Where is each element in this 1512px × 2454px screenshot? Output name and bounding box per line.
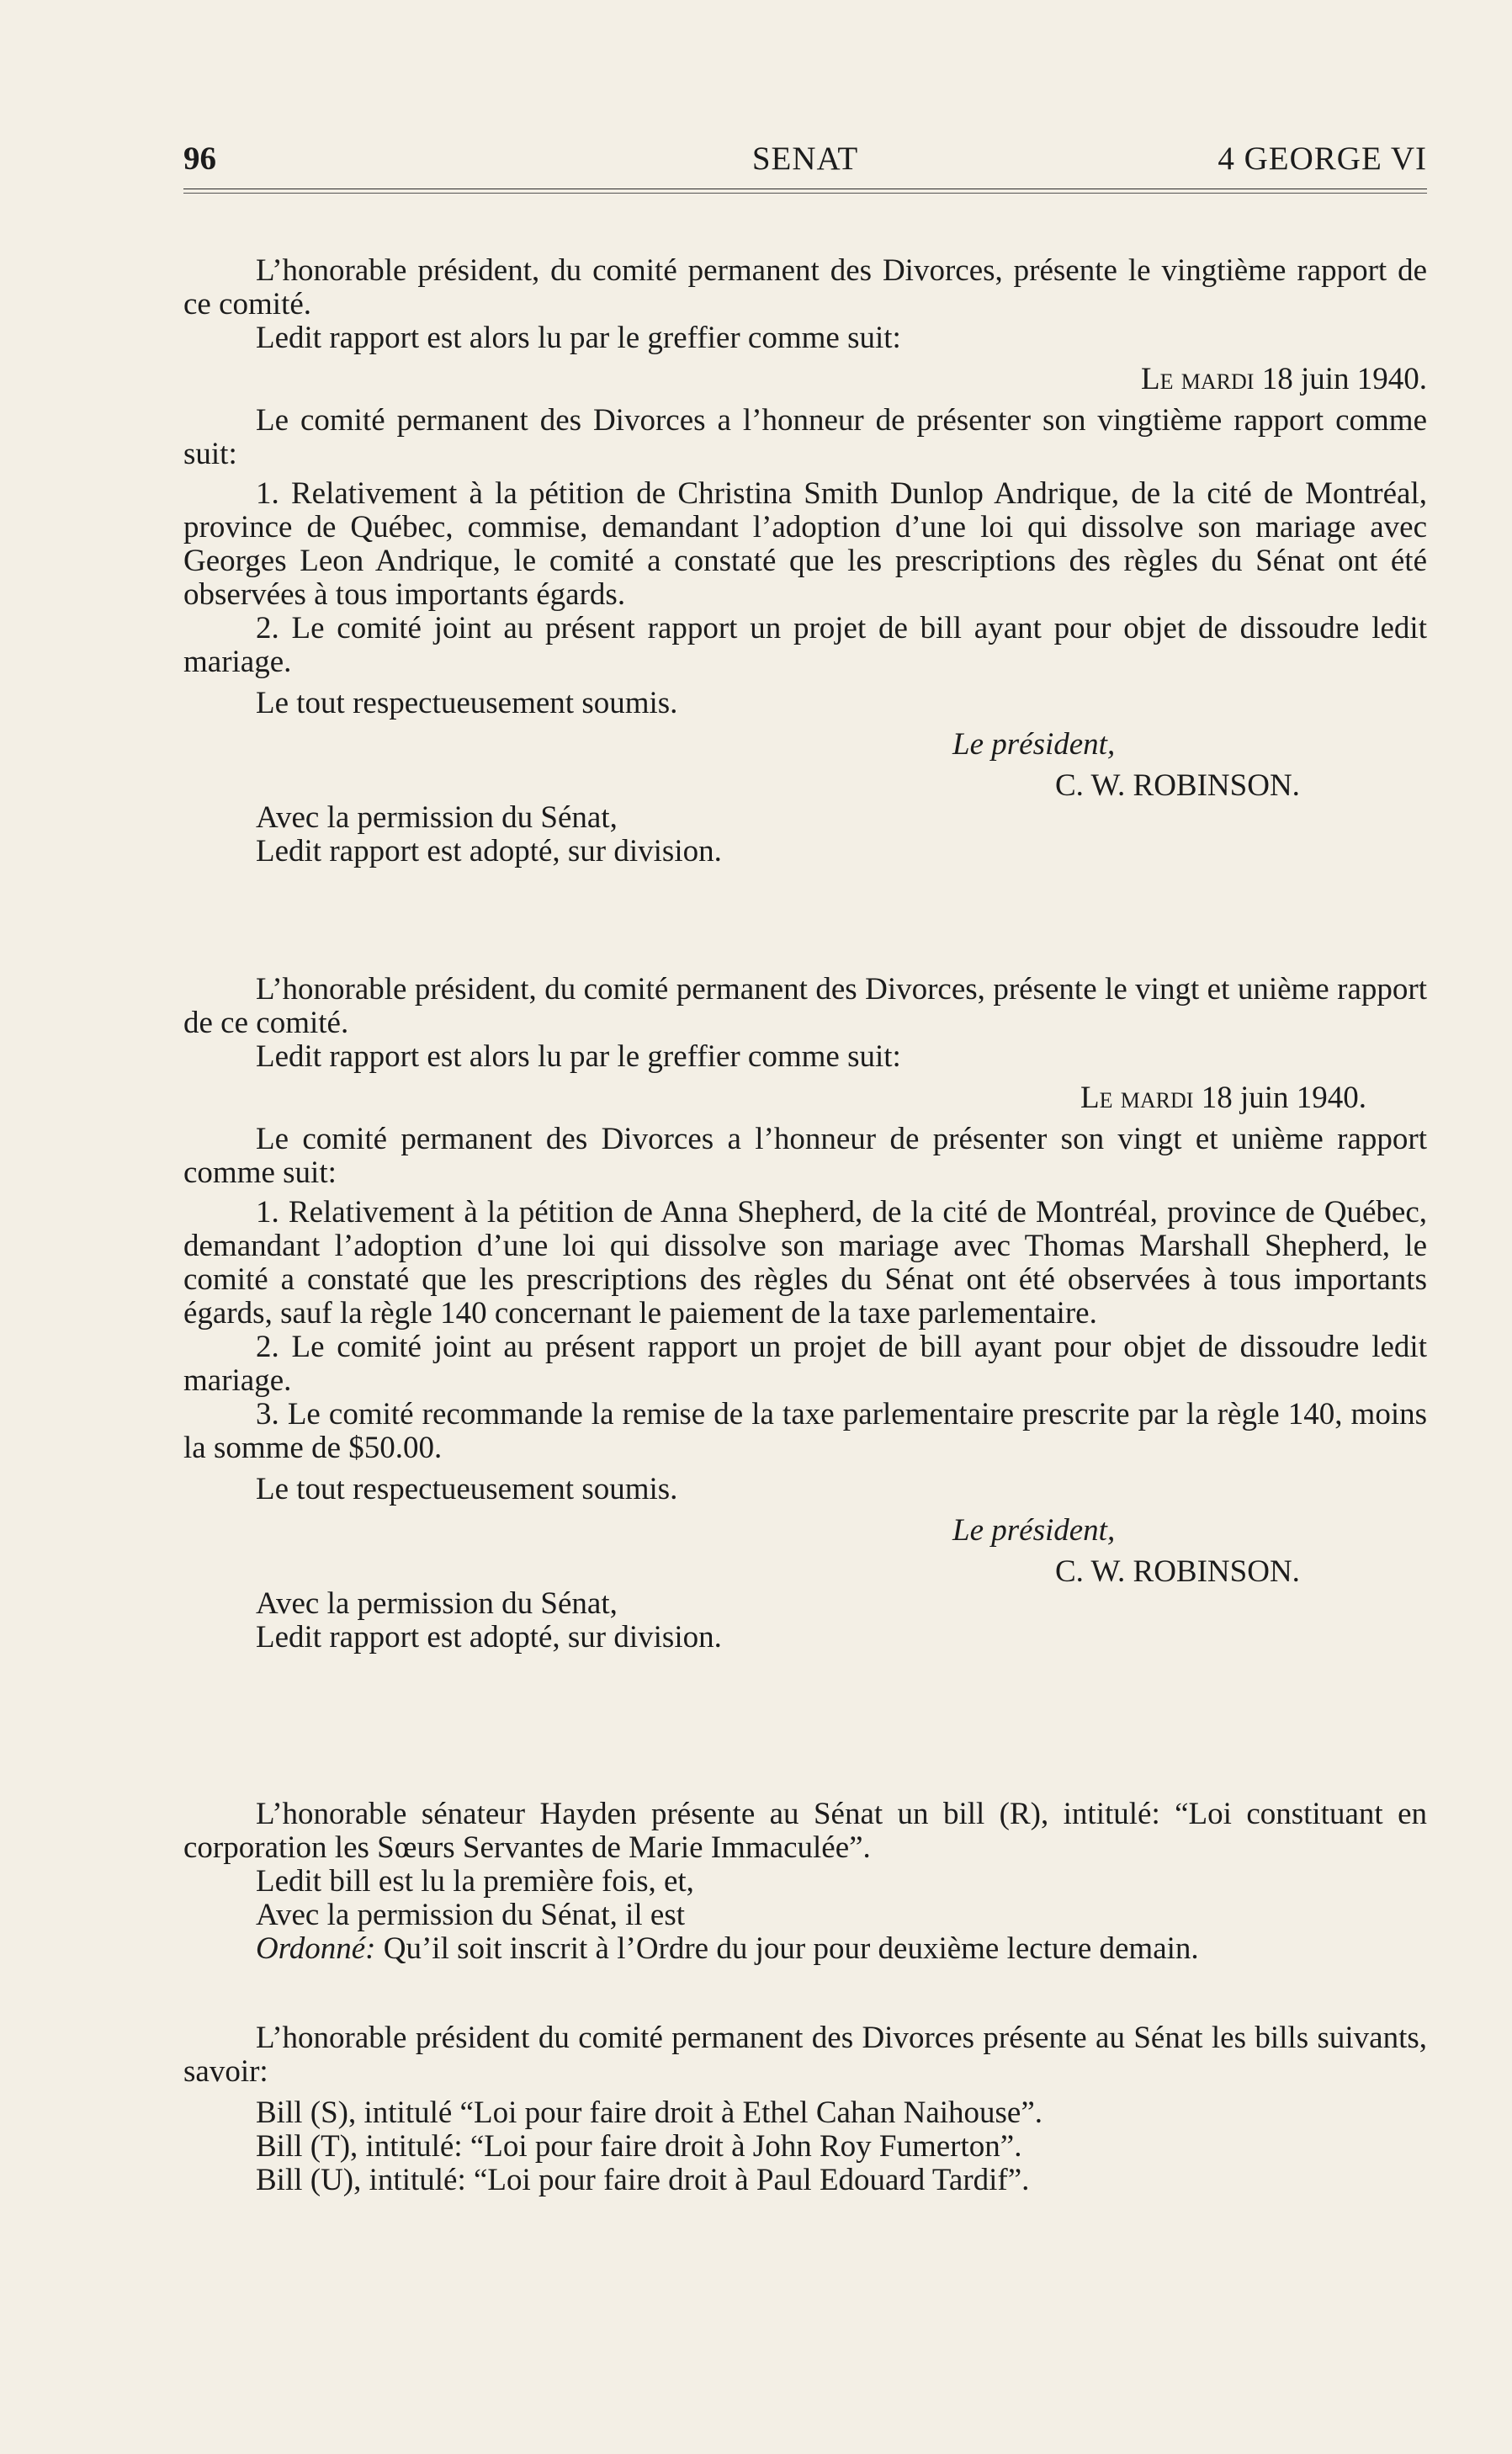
date-rest: 18 juin 1940.: [1254, 362, 1427, 396]
report-adopted: Ledit rapport est adopté, sur division.: [256, 834, 722, 868]
paragraph-read: Ledit rapport est alors lu par le greffier comme suit:: [256, 1039, 901, 1074]
report-item-2: 2. Le comité joint au présent rapport un projet de bill ayant pour objet de dissoudre ledit mariage.: [183, 1330, 1427, 1398]
date-day: Le mardi: [1080, 1081, 1194, 1115]
report-intro: Le comité permanent des Divorces a l’honneur de présenter son vingtième rapport comme suit:: [183, 403, 1427, 471]
leave-of-senate: Avec la permission du Sénat,: [256, 1586, 618, 1621]
leave-of-senate: Avec la permission du Sénat, il est: [256, 1898, 686, 1932]
report-date: [183, 363, 1427, 396]
twentieth-report-block: [183, 254, 1427, 868]
paragraph-intro: L’honorable président, du comité permanent des Divorces, présente le vingtième rapport de ce comité.: [183, 253, 1427, 321]
report-adopted: Ledit rapport est adopté, sur division.: [256, 1620, 722, 1655]
leave-of-senate: Avec la permission du Sénat,: [256, 800, 618, 835]
paragraph-intro: L’honorable président, du comité permanent des Divorces, présente le vingt et unième rapport de ce comité.: [183, 972, 1427, 1040]
report-closing: Le tout respectueusement soumis.: [256, 686, 678, 720]
first-reading: Ledit bill est lu la première fois, et,: [256, 1864, 694, 1899]
signature-title: Le président,: [952, 1513, 1116, 1548]
header-section: SENAT: [751, 141, 859, 177]
twenty-first-report-block: [183, 973, 1427, 1655]
bill-item: Bill (S), intitulé “Loi pour faire droit à Ethel Cahan Naihouse”.: [256, 2095, 1043, 2130]
date-rest: 18 juin 1940.: [1193, 1081, 1366, 1115]
ordered-line: [183, 1932, 1427, 1966]
ordered-text: Qu’il soit inscrit à l’Ordre du jour pour deuxième lecture demain.: [375, 1931, 1199, 1966]
divorce-bills-block: [183, 2021, 1427, 2197]
report-intro: Le comité permanent des Divorces a l’honneur de présenter son vingt et unième rapport comme suit:: [183, 1122, 1427, 1190]
report-item-2: 2. Le comité joint au présent rapport un projet de bill ayant pour objet de dissoudre ledit mariage.: [183, 611, 1427, 679]
signature-name: C. W. ROBINSON.: [1055, 1554, 1300, 1589]
header-regnal-year: 4 GEORGE VI: [1218, 141, 1427, 177]
bill-r-intro: L’honorable sénateur Hayden présente au Sénat un bill (R), intitulé: “Loi constituant en corporation les Sœurs Servantes de Marie Immaculée”.: [183, 1797, 1427, 1865]
report-item-3: 3. Le comité recommande la remise de la taxe parlementaire prescrite par la règle 140, moins la somme de $50.00.: [183, 1397, 1427, 1465]
bill-item: Bill (U), intitulé: “Loi pour faire droit à Paul Edouard Tardif”.: [256, 2163, 1030, 2197]
bill-item: Bill (T), intitulé: “Loi pour faire droit à John Roy Fumerton”.: [256, 2129, 1022, 2164]
signature-title: Le président,: [952, 727, 1116, 762]
header-rule-secondary: [183, 193, 1427, 194]
report-date: [183, 1081, 1427, 1115]
signature-name: C. W. ROBINSON.: [1055, 768, 1300, 803]
running-header: [183, 140, 1427, 183]
date-day: Le mardi: [1141, 362, 1255, 396]
report-item-1: 1. Relativement à la pétition de Christina Smith Dunlop Andrique, de la cité de Montréal, province de Québec, commise, demandant l’adoption d’une loi qui dissolve son mariage avec Georges Leon Andrique, le comité a constaté que les prescriptions des règles du Sénat ont été observées à tous importants égards.: [183, 476, 1427, 612]
page-number: 96: [183, 141, 216, 177]
report-closing: Le tout respectueusement soumis.: [256, 1472, 678, 1506]
bills-intro: L’honorable président du comité permanent des Divorces présente au Sénat les bills suivants, savoir:: [183, 2021, 1427, 2089]
report-item-1: 1. Relativement à la pétition de Anna Shepherd, de la cité de Montréal, province de Québec, demandant l’adoption d’une loi qui dissolve son mariage avec Thomas Marshall Shepherd, le comité a constaté que les prescriptions des règles du Sénat ont été observées à tous importants égards, sauf la règle 140 concernant le paiement de la taxe parlementaire.: [183, 1195, 1427, 1331]
bill-r-block: [183, 1798, 1427, 1966]
ordered-label: Ordonné:: [256, 1931, 376, 1966]
paragraph-read: Ledit rapport est alors lu par le greffier comme suit:: [256, 321, 901, 355]
